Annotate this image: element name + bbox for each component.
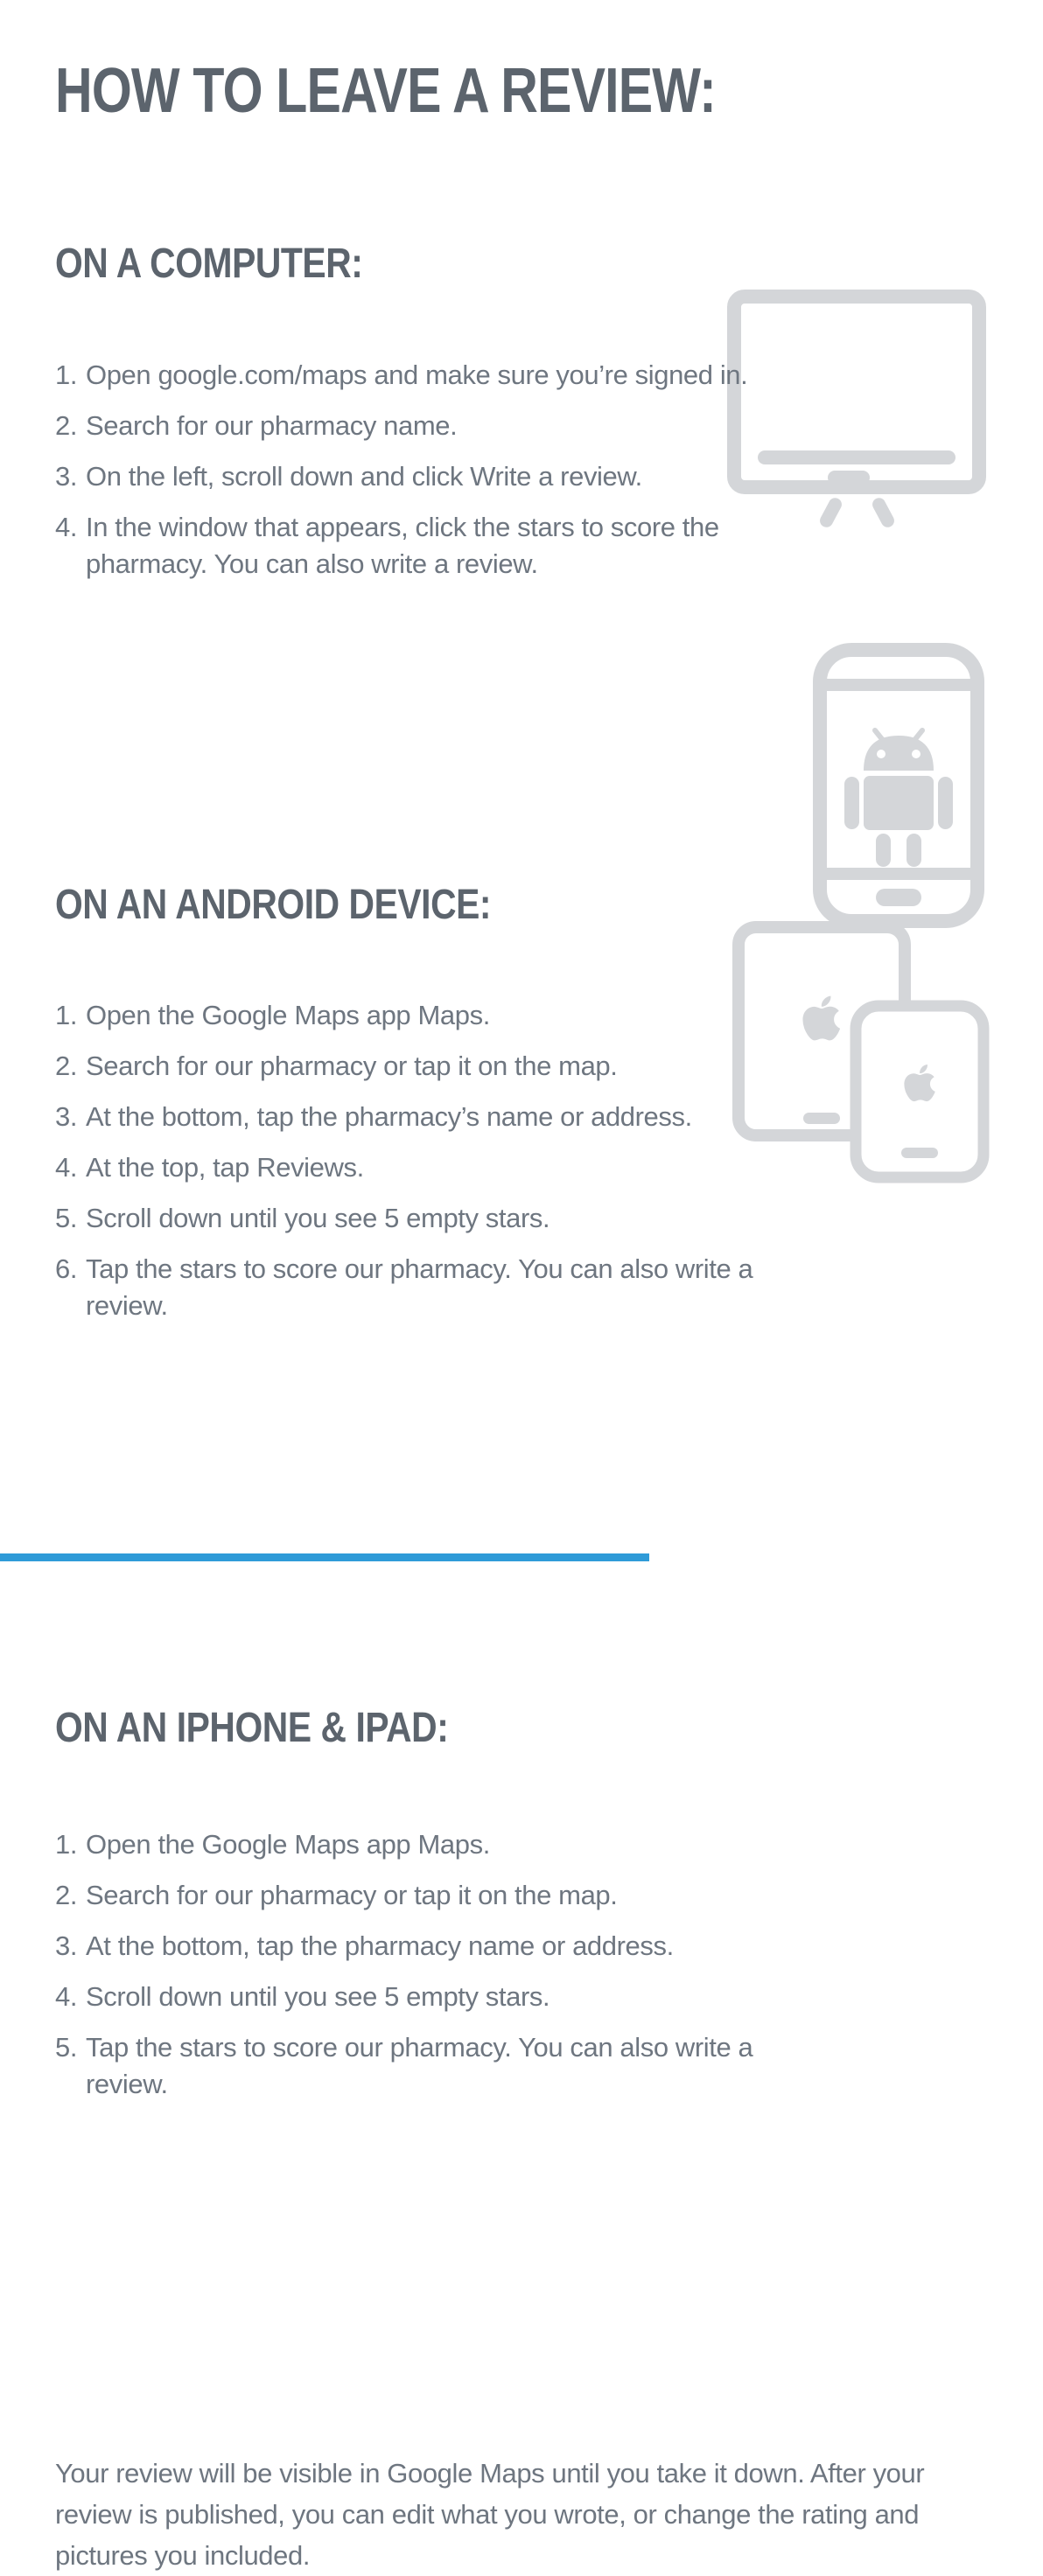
footer-note: Your review will be visible in Google Maps until you take it down. After your review is published, you can edit what you wrote, or change the rating and pictures you included.: [55, 2458, 925, 2572]
section-heading-computer: ON A COMPUTER:: [55, 241, 363, 287]
step-item: In the window that appears, click the stars to score the pharmacy. You can also write a review.: [86, 511, 719, 579]
step-item: Open the Google Maps app Maps.: [86, 1829, 490, 1860]
iphone-icon: [856, 1006, 984, 1177]
step-item: On the left, scroll down and click Write a review.: [86, 460, 642, 492]
step-item: At the bottom, tap the pharmacy name or address.: [86, 1930, 674, 1962]
step-item: Tap the stars to score our pharmacy. You can also write a review.: [86, 1253, 753, 1321]
step-item: Open google.com/maps and make sure you’re signed in.: [86, 359, 748, 390]
step-item: Tap the stars to score our pharmacy. You can also write a review.: [86, 2032, 753, 2100]
steps-iphone-ipad: [55, 1826, 755, 2103]
apple-logo-icon: [802, 996, 840, 1041]
page-title: HOW TO LEAVE A REVIEW:: [55, 56, 716, 126]
section-heading-android: ON AN ANDROID DEVICE:: [55, 881, 492, 928]
step-item: At the top, tap Reviews.: [86, 1151, 364, 1183]
section-heading-iphone-ipad: ON AN IPHONE & IPAD:: [55, 1704, 449, 1751]
step-item: Scroll down until you see 5 empty stars.: [86, 1202, 550, 1233]
step-item: Search for our pharmacy or tap it on the map.: [86, 1880, 618, 1911]
accent-bar: [0, 1553, 649, 1561]
android-robot-icon: [844, 730, 953, 867]
steps-computer: [55, 357, 843, 583]
steps-android: [55, 997, 773, 1324]
step-item: Open the Google Maps app Maps.: [86, 999, 490, 1030]
step-item: Search for our pharmacy or tap it on the map.: [86, 1050, 618, 1081]
step-item: Search for our pharmacy name.: [86, 409, 458, 441]
step-item: At the bottom, tap the pharmacy’s name or address.: [86, 1100, 692, 1132]
step-item: Scroll down until you see 5 empty stars.: [86, 1981, 550, 2013]
